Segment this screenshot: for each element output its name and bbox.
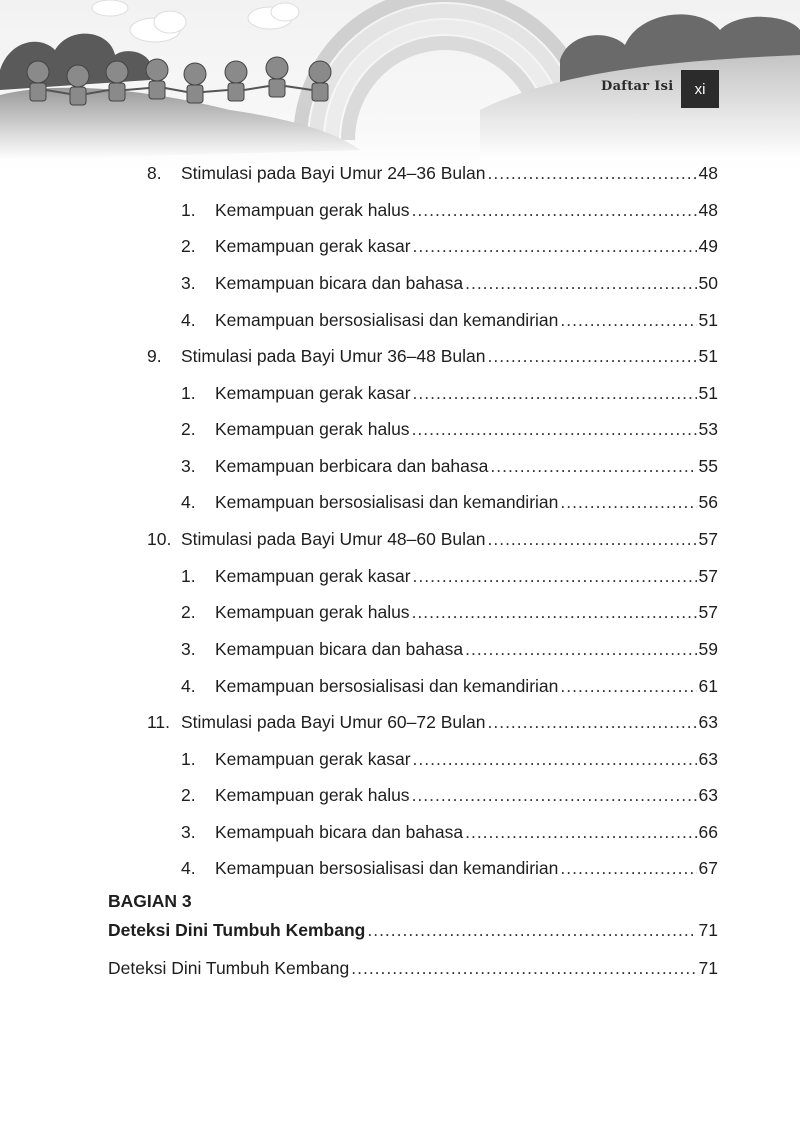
toc-entry-title: Stimulasi pada Bayi Umur 60–72 Bulan <box>181 712 486 732</box>
toc-entry-title: Kemampuan bersosialisasi dan kemandirian <box>215 492 559 512</box>
toc-entry-item[interactable] <box>181 267 718 293</box>
toc-entry-item[interactable] <box>181 230 718 256</box>
toc-entry-page: 53 <box>698 419 718 439</box>
toc-entry-number: 4. <box>181 858 196 878</box>
toc-entry-title: Kemampuan bersosialisasi dan kemandirian <box>215 310 559 330</box>
toc-dot-leader <box>412 785 697 805</box>
toc-entry-page: 48 <box>698 163 718 183</box>
toc-dot-leader <box>351 958 696 978</box>
toc-entry-number: 1. <box>181 383 196 403</box>
toc-entry-title: Kemampuan bersosialisasi dan kemandirian <box>215 858 559 878</box>
toc-entry-page: 57 <box>698 529 718 549</box>
toc-dot-leader <box>413 383 697 403</box>
toc-entry-item[interactable] <box>181 633 718 659</box>
toc-dot-leader <box>413 566 697 586</box>
toc-entry-page: 51 <box>698 310 718 330</box>
toc-entry-title: Kemampuan bicara dan bahasa <box>215 273 464 293</box>
toc-dot-leader <box>413 236 697 256</box>
toc-entry-title: Kemampuan gerak kasar <box>215 383 411 403</box>
toc-entry-item[interactable] <box>181 486 718 512</box>
toc-dot-leader <box>465 822 696 842</box>
toc-entry-item[interactable] <box>181 304 718 330</box>
toc-entry-title: Deteksi Dini Tumbuh Kembang <box>108 958 350 978</box>
toc-entry-page: 71 <box>698 920 718 940</box>
toc-entry-number: 11. <box>147 712 171 732</box>
toc-entry-page: 56 <box>698 492 718 512</box>
toc-entry-number: 4. <box>181 676 196 696</box>
toc-entry-item[interactable] <box>181 816 718 842</box>
toc-entry-title: Kemampuan gerak halus <box>215 602 410 622</box>
toc-entry-section[interactable] <box>147 706 718 732</box>
toc-entry-number: 2. <box>181 236 196 256</box>
toc-entry-title: Kemampuan bicara dan bahasa <box>215 639 464 659</box>
toc-dot-leader <box>367 920 696 940</box>
toc-entry-number: 3. <box>181 639 196 659</box>
toc-entry-title: Stimulasi pada Bayi Umur 24–36 Bulan <box>181 163 486 183</box>
toc-dot-leader <box>412 419 697 439</box>
toc-entry-page: 67 <box>698 858 718 878</box>
toc-entry-page: 63 <box>698 785 718 805</box>
toc-entry-title: Kemampuan gerak halus <box>215 200 410 220</box>
toc-entry-number: 8. <box>147 163 162 183</box>
toc-entry-page: 55 <box>698 456 718 476</box>
toc-entry-title: Kemampuan gerak halus <box>215 419 410 439</box>
page-number: xi <box>694 80 706 98</box>
toc-entry-number: 4. <box>181 492 196 512</box>
toc-entry-number: 1. <box>181 749 196 769</box>
toc-entry-item[interactable] <box>181 413 718 439</box>
toc-entry-item[interactable] <box>181 596 718 622</box>
toc-entry-number: 1. <box>181 200 196 220</box>
toc-entry-number: 3. <box>181 273 196 293</box>
toc-dot-leader <box>490 456 696 476</box>
toc-entry-title: Kemampuah bicara dan bahasa <box>215 822 464 842</box>
toc-entry-page: 48 <box>698 200 718 220</box>
toc-dot-leader <box>412 200 697 220</box>
toc-entry-number: 9. <box>147 346 162 366</box>
toc-entry-title: Kemampuan gerak kasar <box>215 566 411 586</box>
toc-dot-leader <box>487 163 696 183</box>
toc-entry-section[interactable] <box>147 340 718 366</box>
toc-entry-number: 2. <box>181 785 196 805</box>
toc-dot-leader <box>413 749 697 769</box>
toc-entry-part[interactable] <box>108 914 718 940</box>
toc-dot-leader <box>560 310 696 330</box>
toc-dot-leader <box>560 858 696 878</box>
toc-entry-title: Kemampuan gerak kasar <box>215 236 411 256</box>
toc-entry-item[interactable] <box>181 779 718 805</box>
toc-entry-number: 1. <box>181 566 196 586</box>
toc-entry-number: 4. <box>181 310 196 330</box>
toc-dot-leader <box>465 273 696 293</box>
toc-entry-number: 3. <box>181 456 196 476</box>
toc-entry-page: 71 <box>698 958 718 978</box>
toc-entry-section[interactable] <box>147 523 718 549</box>
toc-dot-leader <box>560 676 696 696</box>
toc-entry-page: 63 <box>698 712 718 732</box>
toc-entry-title: Stimulasi pada Bayi Umur 36–48 Bulan <box>181 346 486 366</box>
toc-dot-leader <box>487 529 696 549</box>
toc-dot-leader <box>412 602 697 622</box>
toc-entry-chapter[interactable] <box>108 952 718 978</box>
toc-entry-page: 66 <box>698 822 718 842</box>
toc-entry-item[interactable] <box>181 743 718 769</box>
toc-entry-item[interactable] <box>181 852 718 878</box>
toc-dot-leader <box>487 712 696 732</box>
toc-entry-title: Kemampuan berbicara dan bahasa <box>215 456 489 476</box>
toc-entry-number: 2. <box>181 602 196 622</box>
toc-entry-page: 57 <box>698 566 718 586</box>
toc-entry-title: Kemampuan gerak halus <box>215 785 410 805</box>
toc-entry-number: 3. <box>181 822 196 842</box>
toc-entry-page: 51 <box>698 383 718 403</box>
running-header-label: Daftar Isi <box>601 79 674 94</box>
toc-entry-title: Kemampuan bersosialisasi dan kemandirian <box>215 676 559 696</box>
toc-entry-item[interactable] <box>181 450 718 476</box>
toc-entry-item[interactable] <box>181 560 718 586</box>
toc-entry-page: 49 <box>698 236 718 256</box>
toc-entry-title: Stimulasi pada Bayi Umur 48–60 Bulan <box>181 529 486 549</box>
part-label: BAGIAN 3 <box>108 891 192 911</box>
toc-dot-leader <box>487 346 696 366</box>
toc-entry-item[interactable] <box>181 377 718 403</box>
toc-entry-section[interactable] <box>147 157 718 183</box>
toc-dot-leader <box>465 639 696 659</box>
toc-entry-item[interactable] <box>181 194 718 220</box>
toc-entry-number: 2. <box>181 419 196 439</box>
toc-entry-page: 51 <box>698 346 718 366</box>
toc-entry-title: Deteksi Dini Tumbuh Kembang <box>108 920 366 940</box>
toc-entry-title: Kemampuan gerak kasar <box>215 749 411 769</box>
toc-dot-leader <box>560 492 696 512</box>
toc-entry-page: 61 <box>698 676 718 696</box>
toc-entry-number: 10. <box>147 529 172 549</box>
toc-entry-page: 57 <box>698 602 718 622</box>
toc-entry-page: 59 <box>698 639 718 659</box>
toc-entry-page: 50 <box>698 273 718 293</box>
toc-entry-page: 63 <box>698 749 718 769</box>
toc-entry-item[interactable] <box>181 670 718 696</box>
